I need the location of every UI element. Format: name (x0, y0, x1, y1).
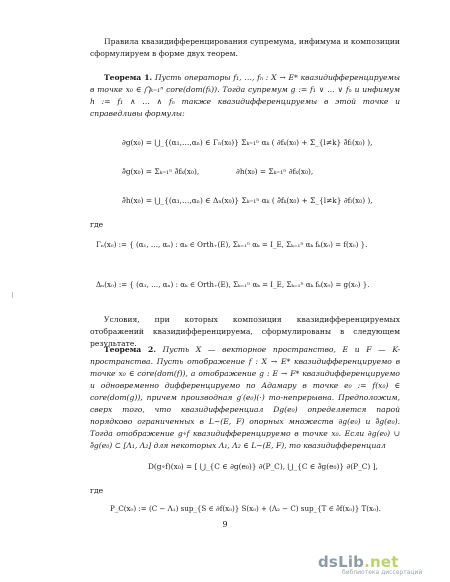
watermark-subtitle: библиотека диссертаций (342, 569, 423, 576)
where-label-1: где (90, 220, 104, 229)
conditions-paragraph: Условия, при которых композиция квазидифференцируемых отображений квазидифференцируема, сформулированы в следующем результате. (90, 315, 400, 348)
theorem-2 (90, 344, 400, 452)
formula-pc: P_C(x₀) := (C − Λ₁) sup_{S ∈ ∂f(x₀)} S(x₀) + (Λ₂ − C) sup_{T ∈ ∂̄f(x₀)} T(x₀). (110, 504, 381, 513)
theorem-2-statement: Пусть X — векторное пространство, E и F — K-пространства. Пусть отображение f : X → E* квазидифференцируемо в точке x₀ ∈ core(dom(f)), а отображение g : E → F* квазидифференцируемо и одновременно дифференцируемо по Адамару в точке e₀ := f(x₀) ∈ core(dom(g)), причем производная g′(e₀)(·) то-непрерывна. Предположим, сверх того, что квазидифференциал Dg(e₀) определяется парой порядково ограниченных в L~(E, F) опорных множеств ∂g(e₀) и ∂̄g(e₀). Тогда отображение g∘f квазидифференцируемо в точке x₀. Если ∂g(e₀) ∪ ∂̄g(e₀) ⊂ [Λ₁, Λ₂] для некоторых Λ₁, Λ₂ ∈ L~(E, F), то квазидифференциал (90, 345, 401, 450)
theorem-1-statement: Пусть операторы f₁, …, fₙ : X → E* квазидифференцируемы в точке x₀ ∈ ⋂ₖ₌₁ⁿ core(dom(fₖ)). Тогда супремум g := f₁ ∨ … ∨ fₙ и инфимум h := f₁ ∧ … ∧ fₙ также квазидифференцируемы в этой точке и справедливы формулы: (90, 73, 400, 118)
theorem-1-title: Теорема 1. (104, 73, 153, 82)
where-label-2: где (90, 486, 104, 495)
page-number: 9 (222, 520, 228, 529)
logo-accent-text: .net (364, 553, 399, 571)
intro-paragraph: Правила квазидифференцирования супремума, инфимума и композиции сформулируем в форме двух теорем. (90, 37, 400, 58)
formula-dg-lower: ∂g(x₀) = ⋃_{(α₁,…,αₙ) ∈ Γₙ(x₀)} Σₖ₌₁ⁿ αₖ ( ∂fₖ(x₀) + Σ_{l≠k} ∂̄fₗ(x₀) ), (122, 138, 373, 147)
scan-artifact-mark (12, 292, 13, 298)
formula-gamma-set: Γₙ(x₀) := { (α₁, …, αₙ) : αₖ ∈ Orth₊(E), Σₖ₌₁ⁿ αₖ = I_E, Σₖ₌₁ⁿ αₖ fₖ(x₀) = f(x₀) }. (96, 240, 368, 249)
formula-dg-upper: ∂̄g(x₀) = Σₖ₌₁ⁿ ∂̄fₖ(x₀), (122, 167, 200, 176)
theorem-2-title: Теорема 2. (104, 345, 156, 354)
formula-composition-quasidifferential: D(g∘f)(x₀) = [ ⋃_{C ∈ ∂g(e₀)} ∂(P_C), ⋃_{C ∈ ∂̄g(e₀)} ∂(P_C) ], (148, 462, 378, 471)
dslib-watermark (318, 553, 443, 577)
formula-delta-set: Δₙ(x₀) := { (α₁, …, αₙ) : αₖ ∈ Orth₊(E), Σₖ₌₁ⁿ αₖ = I_E, Σₖ₌₁ⁿ αₖ fₖ(x₀) = g(x₀) }. (96, 280, 370, 289)
theorem-1 (90, 72, 400, 120)
formula-dh-lower: ∂h(x₀) = Σₖ₌₁ⁿ ∂fₖ(x₀), (236, 167, 314, 176)
logo-main-text: dsLib (318, 553, 365, 571)
formula-dh-upper: ∂̄h(x₀) = ⋃_{(α₁,…,αₙ) ∈ Δₙ(x₀)} Σₖ₌₁ⁿ αₖ ( ∂̄fₖ(x₀) + Σ_{l≠k} ∂fₗ(x₀) ), (122, 196, 373, 205)
